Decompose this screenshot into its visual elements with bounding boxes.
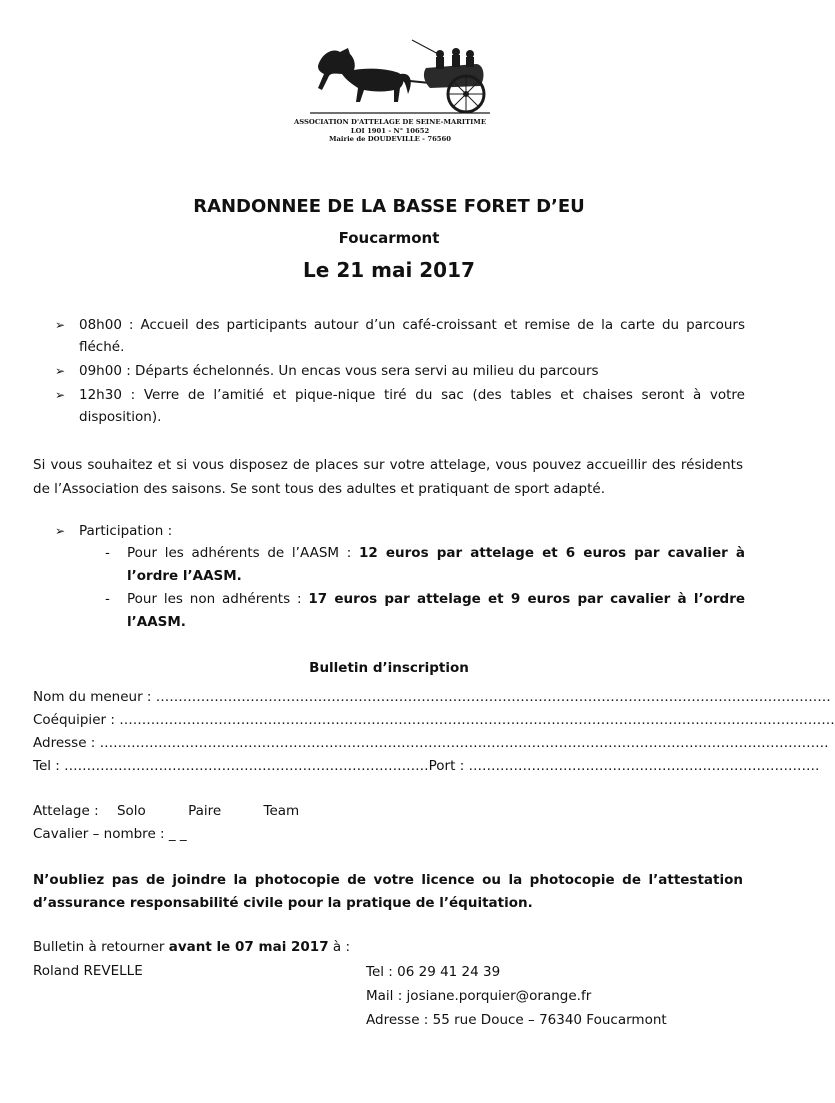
event-place: Foucarmont [338, 229, 440, 247]
adresse-dotted-line[interactable]: ……………………………………………………………………………………………………………………………………………… [99, 735, 829, 751]
event-title: RANDONNEE DE LA BASSE FORET D’EU [193, 196, 585, 217]
registration-form [33, 686, 835, 778]
bulletin-title: Bulletin d’inscription [309, 660, 469, 676]
schedule-text: : Verre de l’amitié et pique-nique tiré du sac (des tables et chaises seront à votre disposition). [79, 387, 745, 425]
schedule-time: 08h00 [79, 317, 122, 333]
horse-carriage-icon [300, 38, 500, 118]
coequipier-label: Coéquipier : [33, 712, 120, 728]
attelage-row [33, 800, 299, 823]
adresse-field[interactable] [33, 732, 829, 755]
return-deadline: avant le 07 mai 2017 [168, 939, 329, 955]
logo-caption [280, 118, 500, 144]
contact-name: Roland REVELLE [33, 963, 143, 979]
attelage-option-team[interactable]: Team [263, 803, 300, 819]
price-prefix: Pour les non adhérents : [127, 591, 309, 607]
tel-dotted-line[interactable]: ……………………………………………………………………… [64, 758, 429, 774]
return-instructions [33, 936, 350, 959]
contact-email[interactable]: Mail : josiane.porquier@orange.fr [366, 988, 592, 1004]
price-item-non-members [55, 588, 745, 634]
price-value: 12 euros par attelage et 6 euros par cavalier à l’ordre l’AASM. [127, 545, 745, 584]
logo-line-3: Mairie de DOUDEVILLE - 76560 [328, 135, 451, 143]
schedule-item [55, 314, 745, 358]
info-paragraph: Si vous souhaitez et si vous disposez de places sur votre attelage, vous pouvez accueillir des résidents de l’Association des saisons. Se sont tous des adultes et pratiquant de sport adapté. [33, 457, 743, 497]
tel-label: Tel : [33, 758, 65, 774]
participation-heading [55, 520, 745, 542]
meneur-label: Nom du meneur : [33, 689, 156, 705]
event-date: Le 21 mai 2017 [303, 258, 475, 282]
schedule-time: 12h30 [79, 387, 122, 403]
meneur-dotted-line[interactable]: …………………………………………………………………………………………………………………………………… [155, 689, 831, 705]
attelage-label: Attelage : [33, 803, 99, 819]
arrow-bullet-icon: ➢ [55, 318, 66, 332]
arrow-bullet-icon: ➢ [55, 364, 66, 378]
participation-section [55, 520, 745, 634]
meneur-field[interactable] [33, 686, 831, 709]
phone-field[interactable] [33, 755, 820, 778]
attelage-option-solo[interactable]: Solo [116, 803, 146, 819]
return-suffix: à : [328, 939, 351, 955]
port-dotted-line[interactable]: …………………………………………………………………… [468, 758, 820, 774]
port-label: Port : [428, 758, 469, 774]
contact-phone: Tel : 06 29 41 24 39 [366, 964, 501, 980]
attelage-option-paire[interactable]: Paire [188, 803, 222, 819]
schedule-item [55, 360, 745, 382]
contact-details [366, 960, 667, 1032]
dash-bullet: - [105, 591, 110, 607]
arrow-bullet-icon: ➢ [55, 524, 66, 538]
price-prefix: Pour les adhérents de l’AASM : [127, 545, 359, 561]
arrow-bullet-icon: ➢ [55, 388, 66, 402]
dash-bullet: - [105, 545, 110, 561]
cavalier-count[interactable]: Cavalier – nombre : _ _ [33, 826, 187, 842]
price-value: 17 euros par attelage et 9 euros par cavalier à l’ordre l’AASM. [127, 591, 746, 630]
coequipier-dotted-line[interactable]: …………………………………………………………………………………………………………………………………………… [119, 712, 835, 728]
attelage-section [33, 800, 299, 846]
schedule-list [55, 314, 745, 430]
schedule-time: 09h00 [79, 363, 122, 379]
schedule-text: : Départs échelonnés. Un encas vous sera servi au milieu du parcours [121, 363, 599, 379]
schedule-item [55, 384, 745, 428]
adresse-label: Adresse : [33, 735, 100, 751]
logo-line-2: LOI 1901 - N° 10652 [350, 126, 430, 135]
notice-paragraph: N’oubliez pas de joindre la photocopie de votre licence ou la photocopie de l’attestation d’assurance responsabilité civile pour la pratique de l’équitation. [33, 872, 743, 911]
participation-label: Participation : [79, 523, 173, 539]
schedule-text: : Accueil des participants autour d’un café-croissant et remise de la carte du parcours fléché. [79, 317, 745, 355]
coequipier-field[interactable] [33, 709, 835, 732]
contact-address: Adresse : 55 rue Douce – 76340 Foucarmont [366, 1012, 667, 1028]
price-item-members [55, 542, 745, 588]
return-prefix: Bulletin à retourner [33, 939, 169, 955]
logo-line-1: ASSOCIATION D'ATTELAGE DE SEINE-MARITIME [293, 118, 487, 126]
